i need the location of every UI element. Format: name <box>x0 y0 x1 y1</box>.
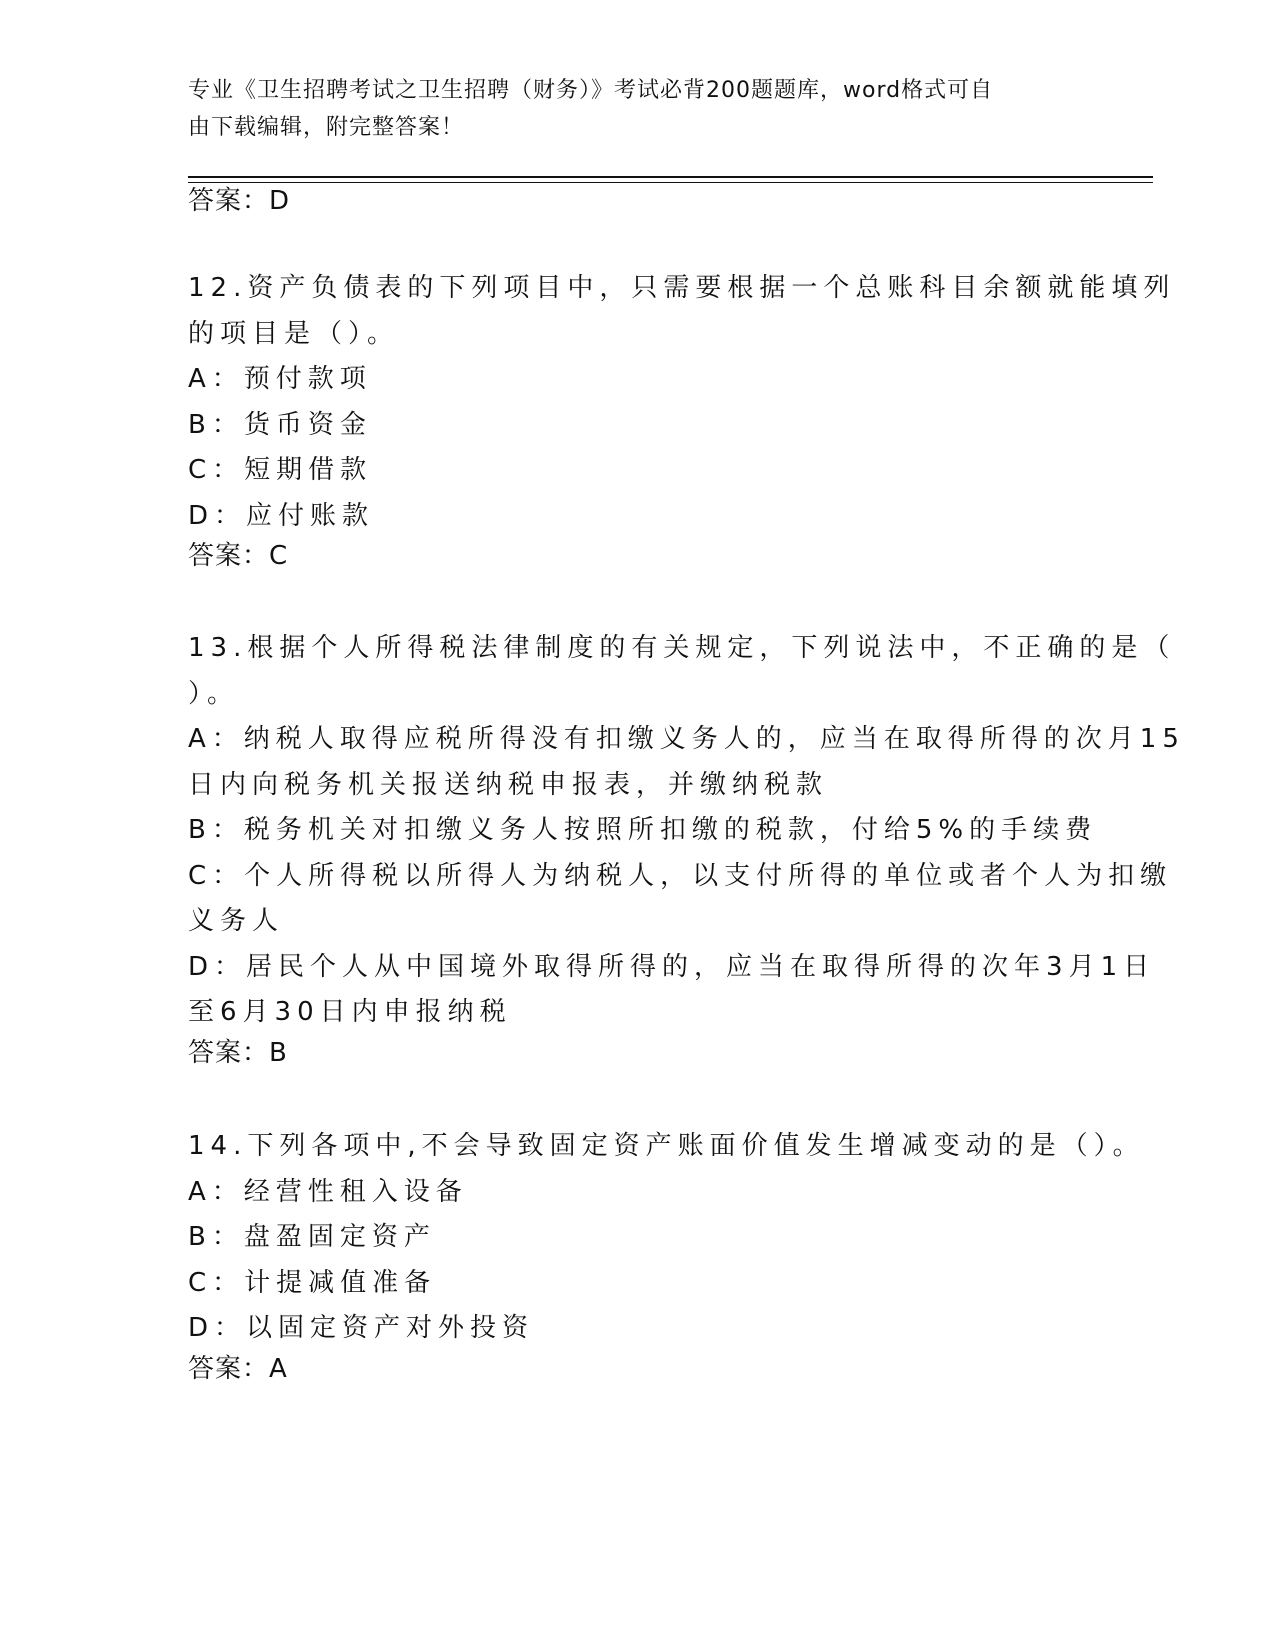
question-13 <box>188 626 1185 1070</box>
option-d-continued: 至6月30日内申报纳税 <box>188 997 512 1027</box>
question-12 <box>188 266 1176 573</box>
header-line-2: 由下载编辑，附完整答案！ <box>188 115 465 140</box>
question-13-stem <box>188 626 1176 717</box>
question-14-options <box>188 1170 1088 1352</box>
option-c: C：计提减值准备 <box>188 1267 437 1298</box>
question-stem-line: 12.资产负债表的下列项目中，只需要根据一个总账科目余额就能填列 <box>188 273 1176 303</box>
answer-12: 答案：C <box>188 541 289 571</box>
option-d: D：应付账款 <box>188 500 375 531</box>
header-divider-thick <box>188 176 1153 178</box>
answer-14: 答案：A <box>188 1353 288 1384</box>
option-b: B：盘盈固定资产 <box>188 1222 436 1252</box>
option-c-continued: 义务人 <box>188 906 285 936</box>
question-12-options <box>188 357 1088 539</box>
option-d: D：居民个人从中国境外取得所得的，应当在取得所得的次年3月1日 <box>188 951 1156 982</box>
question-stem-line: 14.下列各项中,不会导致固定资产账面价值发生增减变动的是（）。 <box>188 1131 1145 1161</box>
document-header <box>188 72 1078 146</box>
question-stem-line: 13.根据个人所得税法律制度的有关规定，下列说法中，不正确的是（ <box>188 633 1176 663</box>
header-line-1: 专业《卫生招聘考试之卫生招聘（财务）》考试必背200题题库，word格式可自 <box>188 78 994 103</box>
answer-previous: 答案：D <box>188 186 291 216</box>
question-14-stem <box>188 1124 1145 1170</box>
option-b: B：货币资金 <box>188 409 372 440</box>
option-a: A：纳税人取得应税所得没有扣缴义务人的，应当在取得所得的次月15 <box>188 724 1185 754</box>
question-13-options <box>188 717 1185 1036</box>
answer-13: 答案：B <box>188 1037 288 1068</box>
option-a-continued: 日内向税务机关报送纳税申报表，并缴纳税款 <box>188 769 829 800</box>
option-c: C：短期借款 <box>188 455 373 485</box>
option-a: A：经营性租入设备 <box>188 1176 468 1207</box>
question-stem-line: 的项目是（）。 <box>188 318 400 349</box>
option-b: B：税务机关对扣缴义务人按照所扣缴的税款，付给5%的手续费 <box>188 815 1098 845</box>
option-d: D：以固定资产对外投资 <box>188 1313 535 1343</box>
header-divider-thin <box>188 182 1153 183</box>
option-c: C：个人所得税以所得人为纳税人，以支付所得的单位或者个人为扣缴 <box>188 860 1173 891</box>
question-14 <box>188 1124 1145 1386</box>
question-12-stem <box>188 266 1176 357</box>
option-a: A：预付款项 <box>188 364 372 394</box>
question-stem-line: ）。 <box>188 678 240 709</box>
